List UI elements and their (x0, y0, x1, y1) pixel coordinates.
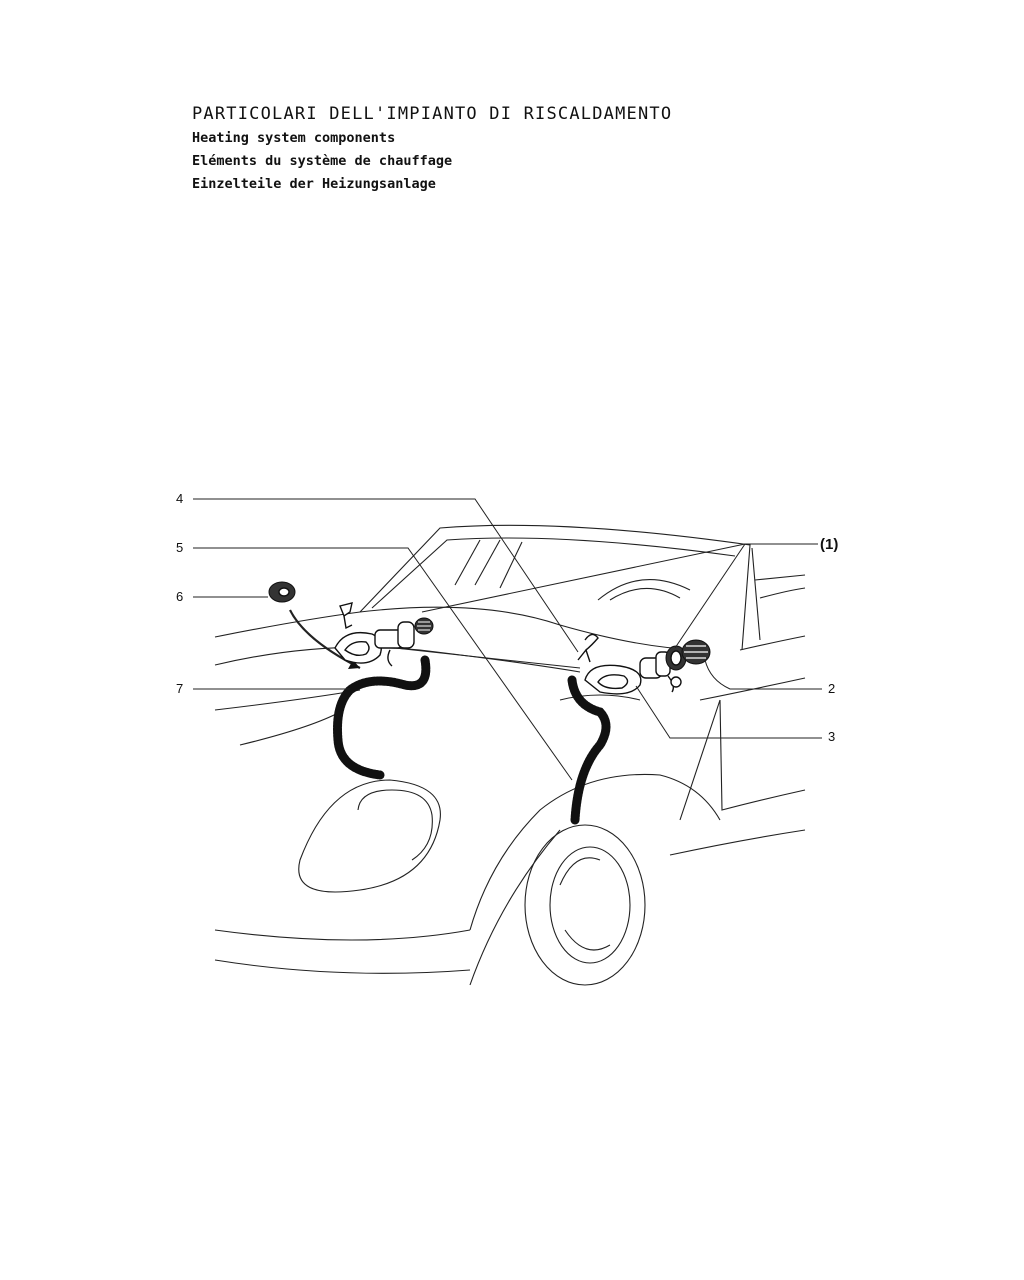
callout-6: 6 (176, 589, 184, 604)
leader-4 (193, 499, 578, 652)
callout-3: 3 (828, 729, 836, 744)
callout-2: 2 (828, 681, 836, 696)
car-outline (215, 525, 805, 985)
leader-1b (422, 544, 745, 612)
left-heater-assembly (269, 582, 433, 669)
subtitle-english: Heating system components (192, 130, 396, 146)
subtitle-french: Eléments du système de chauffage (192, 153, 453, 169)
callout-5: 5 (176, 540, 184, 555)
left-hose (338, 660, 426, 775)
callouts (176, 491, 838, 744)
leader-lines (193, 499, 822, 780)
leader-5 (193, 548, 572, 780)
page-title: PARTICOLARI DELL'IMPIANTO DI RISCALDAMENTO (192, 104, 673, 124)
right-heater-assembly (578, 634, 710, 693)
callout-1: (1) (820, 536, 839, 553)
subtitle-german: Einzelteile der Heizungsanlage (192, 176, 436, 192)
callout-7: 7 (176, 681, 184, 696)
right-hose (572, 680, 606, 820)
callout-4: 4 (176, 491, 184, 506)
leader-2 (705, 660, 822, 689)
